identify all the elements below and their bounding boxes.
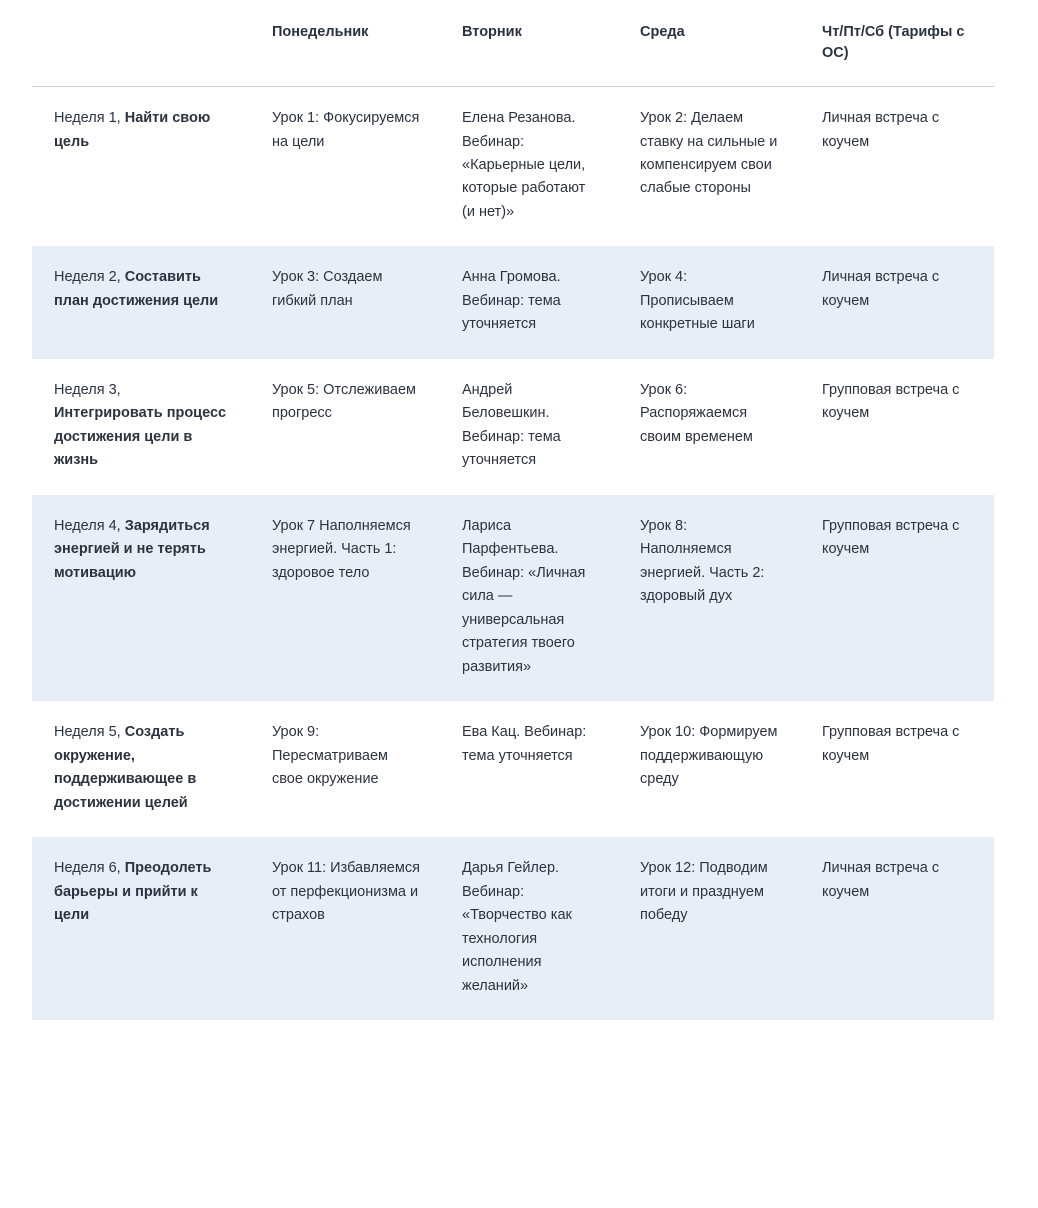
- week-theme: Создать окружение, поддерживающее в достижении целей: [54, 724, 197, 811]
- wednesday-cell: Урок 6: Распоряжаемся своим временем: [640, 381, 753, 445]
- wednesday-cell: Урок 4: Прописываем конкретные шаги: [618, 246, 800, 358]
- week-title-cell: [32, 359, 250, 495]
- week-title-cell: [32, 837, 250, 1020]
- week-theme: Составить план достижения цели: [54, 269, 219, 309]
- week-title-cell: [32, 495, 250, 701]
- table-body: [32, 87, 994, 1021]
- column-header-week: [32, 0, 250, 87]
- monday-cell: Урок 3: Создаем гибкий план: [250, 246, 440, 358]
- week-label: Неделя 5,: [54, 724, 125, 741]
- thu-sat-cell: Личная встреча с коучем: [800, 246, 994, 358]
- column-header-tuesday: Вторник: [440, 0, 618, 87]
- thu-sat-cell: Личная встреча с коучем: [800, 837, 994, 1020]
- week-theme: Интегрировать процесс достижения цели в жизнь: [54, 405, 227, 469]
- thu-sat-cell: Групповая встреча с коучем: [822, 724, 960, 764]
- tuesday-cell: Ева Кац. Вебинар: тема уточняется: [462, 724, 587, 764]
- monday-cell: Урок 1: Фокусируемся на цели: [272, 110, 420, 150]
- thu-sat-cell: Групповая встреча с коучем: [800, 495, 994, 701]
- week-theme: Найти свою цель: [54, 110, 211, 150]
- wednesday-cell: Урок 2: Делаем ставку на сильные и компенсируем свои слабые стороны: [640, 110, 778, 197]
- tuesday-cell: Лариса Парфентьева. Вебинар: «Личная сила — универсальная стратегия твоего развития»: [440, 495, 618, 701]
- wednesday-cell: Урок 8: Наполняемся энергией. Часть 2: здоровый дух: [618, 495, 800, 701]
- monday-cell: Урок 11: Избавляемся от перфекционизма и страхов: [250, 837, 440, 1020]
- column-header-thu-fri-sat: Чт/Пт/Сб (Тарифы с ОС): [800, 0, 994, 87]
- thu-sat-cell: Личная встреча с коучем: [822, 110, 940, 150]
- table-row: [32, 495, 994, 701]
- week-title-cell: [32, 87, 250, 247]
- column-header-wednesday: Среда: [618, 0, 800, 87]
- tuesday-cell: Андрей Беловешкин. Вебинар: тема уточняется: [462, 381, 561, 469]
- week-label: Неделя 2,: [54, 269, 125, 286]
- table-row: [32, 87, 994, 247]
- tuesday-cell: Анна Громова. Вебинар: тема уточняется: [440, 246, 618, 358]
- week-label: Неделя 3,: [54, 381, 121, 398]
- monday-cell: Урок 5: Отслеживаем прогресс: [272, 381, 416, 422]
- tuesday-cell: Елена Резанова. Вебинар: «Карьерные цели, которые работают (и нет)»: [462, 110, 586, 220]
- column-header-monday: Понедельник: [250, 0, 440, 87]
- header-row: [32, 0, 994, 87]
- week-theme: Зарядиться энергией и не терять мотивацию: [54, 517, 210, 581]
- course-schedule-table: [32, 0, 994, 1020]
- week-title-cell: [32, 246, 250, 358]
- table-row: [32, 359, 994, 495]
- week-label: Неделя 6,: [54, 860, 125, 877]
- week-label: Неделя 4,: [54, 517, 125, 534]
- week-theme: Преодолеть барьеры и прийти к цели: [54, 860, 212, 924]
- tuesday-cell: Дарья Гейлер. Вебинар: «Творчество как технология исполнения желаний»: [440, 837, 618, 1020]
- thu-sat-cell: Групповая встреча с коучем: [822, 381, 960, 422]
- wednesday-cell: Урок 10: Формируем поддерживающую среду: [640, 724, 778, 788]
- table-row: [32, 837, 994, 1020]
- monday-cell: Урок 9: Пересматриваем свое окружение: [272, 724, 389, 788]
- table-row: [32, 701, 994, 837]
- week-title-cell: [32, 701, 250, 837]
- monday-cell: Урок 7 Наполняемся энергией. Часть 1: здоровое тело: [250, 495, 440, 701]
- week-label: Неделя 1,: [54, 110, 125, 127]
- wednesday-cell: Урок 12: Подводим итоги и празднуем победу: [618, 837, 800, 1020]
- table-row: [32, 246, 994, 358]
- table-header: [32, 0, 994, 87]
